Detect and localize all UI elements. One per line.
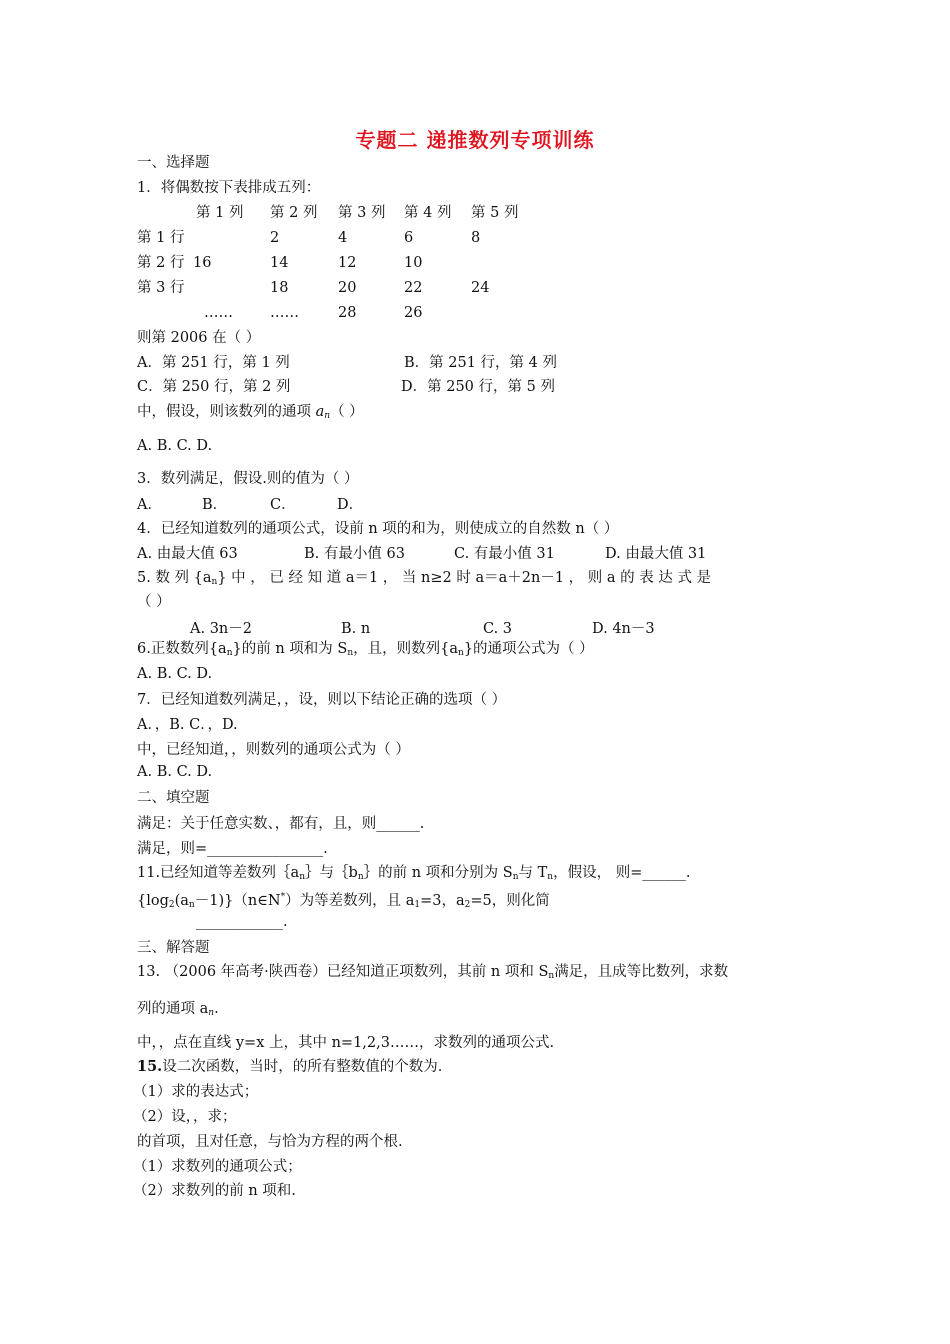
q3-option-d: D． xyxy=(337,497,364,513)
q13-line1: 13. （2006 年高考·陕西卷）已经知道正项数列，其前 n 项和 $S_n$满足，且成等比数列，求数 xyxy=(137,964,729,981)
q7-stem: 7．已经知道数列满足，，设，则以下结论正确的选项（ ） xyxy=(137,692,507,708)
q7-options: A．，B. C．，D. xyxy=(137,717,238,733)
q1-option-b: B．第 251 行，第 4 列 xyxy=(404,355,557,371)
q5-option-b: B. n xyxy=(341,621,371,637)
q5-option-c: C. 3 xyxy=(483,621,513,637)
q1-col-header-3: 第 3 列 xyxy=(338,205,386,221)
q3-option-a: A． xyxy=(137,497,162,513)
q1-stem: 1．将偶数按下表排成五列： xyxy=(137,180,321,196)
q15-part2: （2）设，，求； xyxy=(133,1109,237,1125)
q1-cell: 8 xyxy=(471,230,481,246)
q1-cell: 6 xyxy=(404,230,414,246)
q1-row-label: 第 1 行 xyxy=(137,230,185,246)
q1-cell: 12 xyxy=(338,255,357,271)
q10-stem: 满足，则=________________. xyxy=(137,841,328,857)
q2-options: A. B. C. D. xyxy=(137,438,213,454)
q1-col-header-4: 第 4 列 xyxy=(404,205,452,221)
q1-col-header-2: 第 2 列 xyxy=(270,205,318,221)
q1-cell: …… xyxy=(204,305,233,321)
q1-row-label: 第 2 行 xyxy=(137,255,185,271)
q5-stem: 5. 数 列 $\{a_n\}$ 中 ， 已 经 知 道 a＝1 ， 当 n≥2 时 a＝a＋2n－1 ， 则 a 的 表 达 式 是 xyxy=(137,570,712,587)
q12-stem: $\{\log_2(a_n-1)\}(n\in N^*)$为等差数列，且 $a_1=3$，$a_2=5$，则化简 xyxy=(137,892,550,910)
q1-cell: 14 xyxy=(270,255,289,271)
q4-option-b: B. 有最小值 63 xyxy=(304,546,405,562)
q1-col-header-5: 第 5 列 xyxy=(471,205,519,221)
q13-line2: 列的通项 $a_n$. xyxy=(137,1001,219,1018)
q1-cell: 24 xyxy=(471,280,490,296)
q1-row-label: 第 3 行 xyxy=(137,280,185,296)
q16-stem: 的首项，且对任意，与恰为方程的两个根. xyxy=(137,1134,403,1150)
q1-col-header-1: 第 1 列 xyxy=(196,205,244,221)
q1-ask: 则第 2006 在（ ） xyxy=(137,330,261,346)
q6-stem: 6.正数数列$\{a_n\}$的前 n 项和为 $S_n$，且，则数列$\{a_n\}$的通项公式为（ ） xyxy=(137,641,594,658)
q4-stem: 4．已经知道数列的通项公式，设前 n 项的和为，则使成立的自然数 n（ ） xyxy=(137,521,619,537)
q5-option-d: D. 4n－3 xyxy=(592,621,655,637)
q4-option-c: C. 有最小值 31 xyxy=(454,546,555,562)
q15-number: 15. xyxy=(137,1058,163,1075)
q1-cell: …… xyxy=(270,305,299,321)
q1-cell: 28 xyxy=(338,305,357,321)
q16-part1: （1）求数列的通项公式； xyxy=(133,1159,302,1175)
q6-options: A. B. C. D. xyxy=(137,666,213,682)
q14-stem: 中，，点在直线 y=x 上，其中 n=1,2,3……，求数列的通项公式. xyxy=(137,1035,555,1051)
q4-option-a: A. 由最大值 63 xyxy=(137,546,238,562)
q8-options: A. B. C. D. xyxy=(137,764,213,780)
q16-part2: （2）求数列的前 n 项和. xyxy=(133,1183,296,1199)
q3-option-c: C． xyxy=(270,497,296,513)
q1-cell: 16 xyxy=(193,255,212,271)
section-heading-solve: 三、解答题 xyxy=(137,940,210,956)
q1-cell: 18 xyxy=(270,280,289,296)
q8-stem: 中，已经知道，，则数列的通项公式为（ ） xyxy=(137,742,410,758)
q1-cell: 20 xyxy=(338,280,357,296)
q1-cell: 22 xyxy=(404,280,423,296)
q12-blank: ____________. xyxy=(196,914,288,930)
q1-cell: 2 xyxy=(270,230,280,246)
q9-stem: 满足：关于任意实数、，都有，且，则______. xyxy=(137,816,425,832)
q3-option-b: B． xyxy=(202,497,228,513)
q5-paren: （ ） xyxy=(137,594,171,610)
q1-cell: 26 xyxy=(404,305,423,321)
q5-option-a: A. 3n－2 xyxy=(190,621,252,637)
section-heading-fill: 二、填空题 xyxy=(137,790,210,806)
section-heading-choice: 一、选择题 xyxy=(137,155,210,171)
page-title: 专题二 递推数列专项训练 xyxy=(355,128,595,152)
q1-option-a: A．第 251 行，第 1 列 xyxy=(137,355,290,371)
q15-part1: （1）求的表达式； xyxy=(133,1084,259,1100)
q1-cell: 10 xyxy=(404,255,423,271)
q2-stem: 中，假设，则该数列的通项 $a_n$（ ） xyxy=(137,404,364,421)
q1-option-c: C．第 250 行，第 2 列 xyxy=(137,379,291,395)
q15-stem: 15.设二次函数，当时，的所有整数值的个数为. xyxy=(137,1058,443,1075)
q3-stem: 3．数列满足，假设.则的值为（ ） xyxy=(137,471,359,487)
q1-option-d: D．第 250 行，第 5 列 xyxy=(401,379,555,395)
q11-stem: 11.已经知道等差数列$\{a_n\}$与$\{b_n\}$的前 n 项和分别为 $S_n$与 $T_n$，假设， 则=______. xyxy=(137,865,691,882)
q1-cell: 4 xyxy=(338,230,348,246)
q4-option-d: D. 由最大值 31 xyxy=(605,546,707,562)
